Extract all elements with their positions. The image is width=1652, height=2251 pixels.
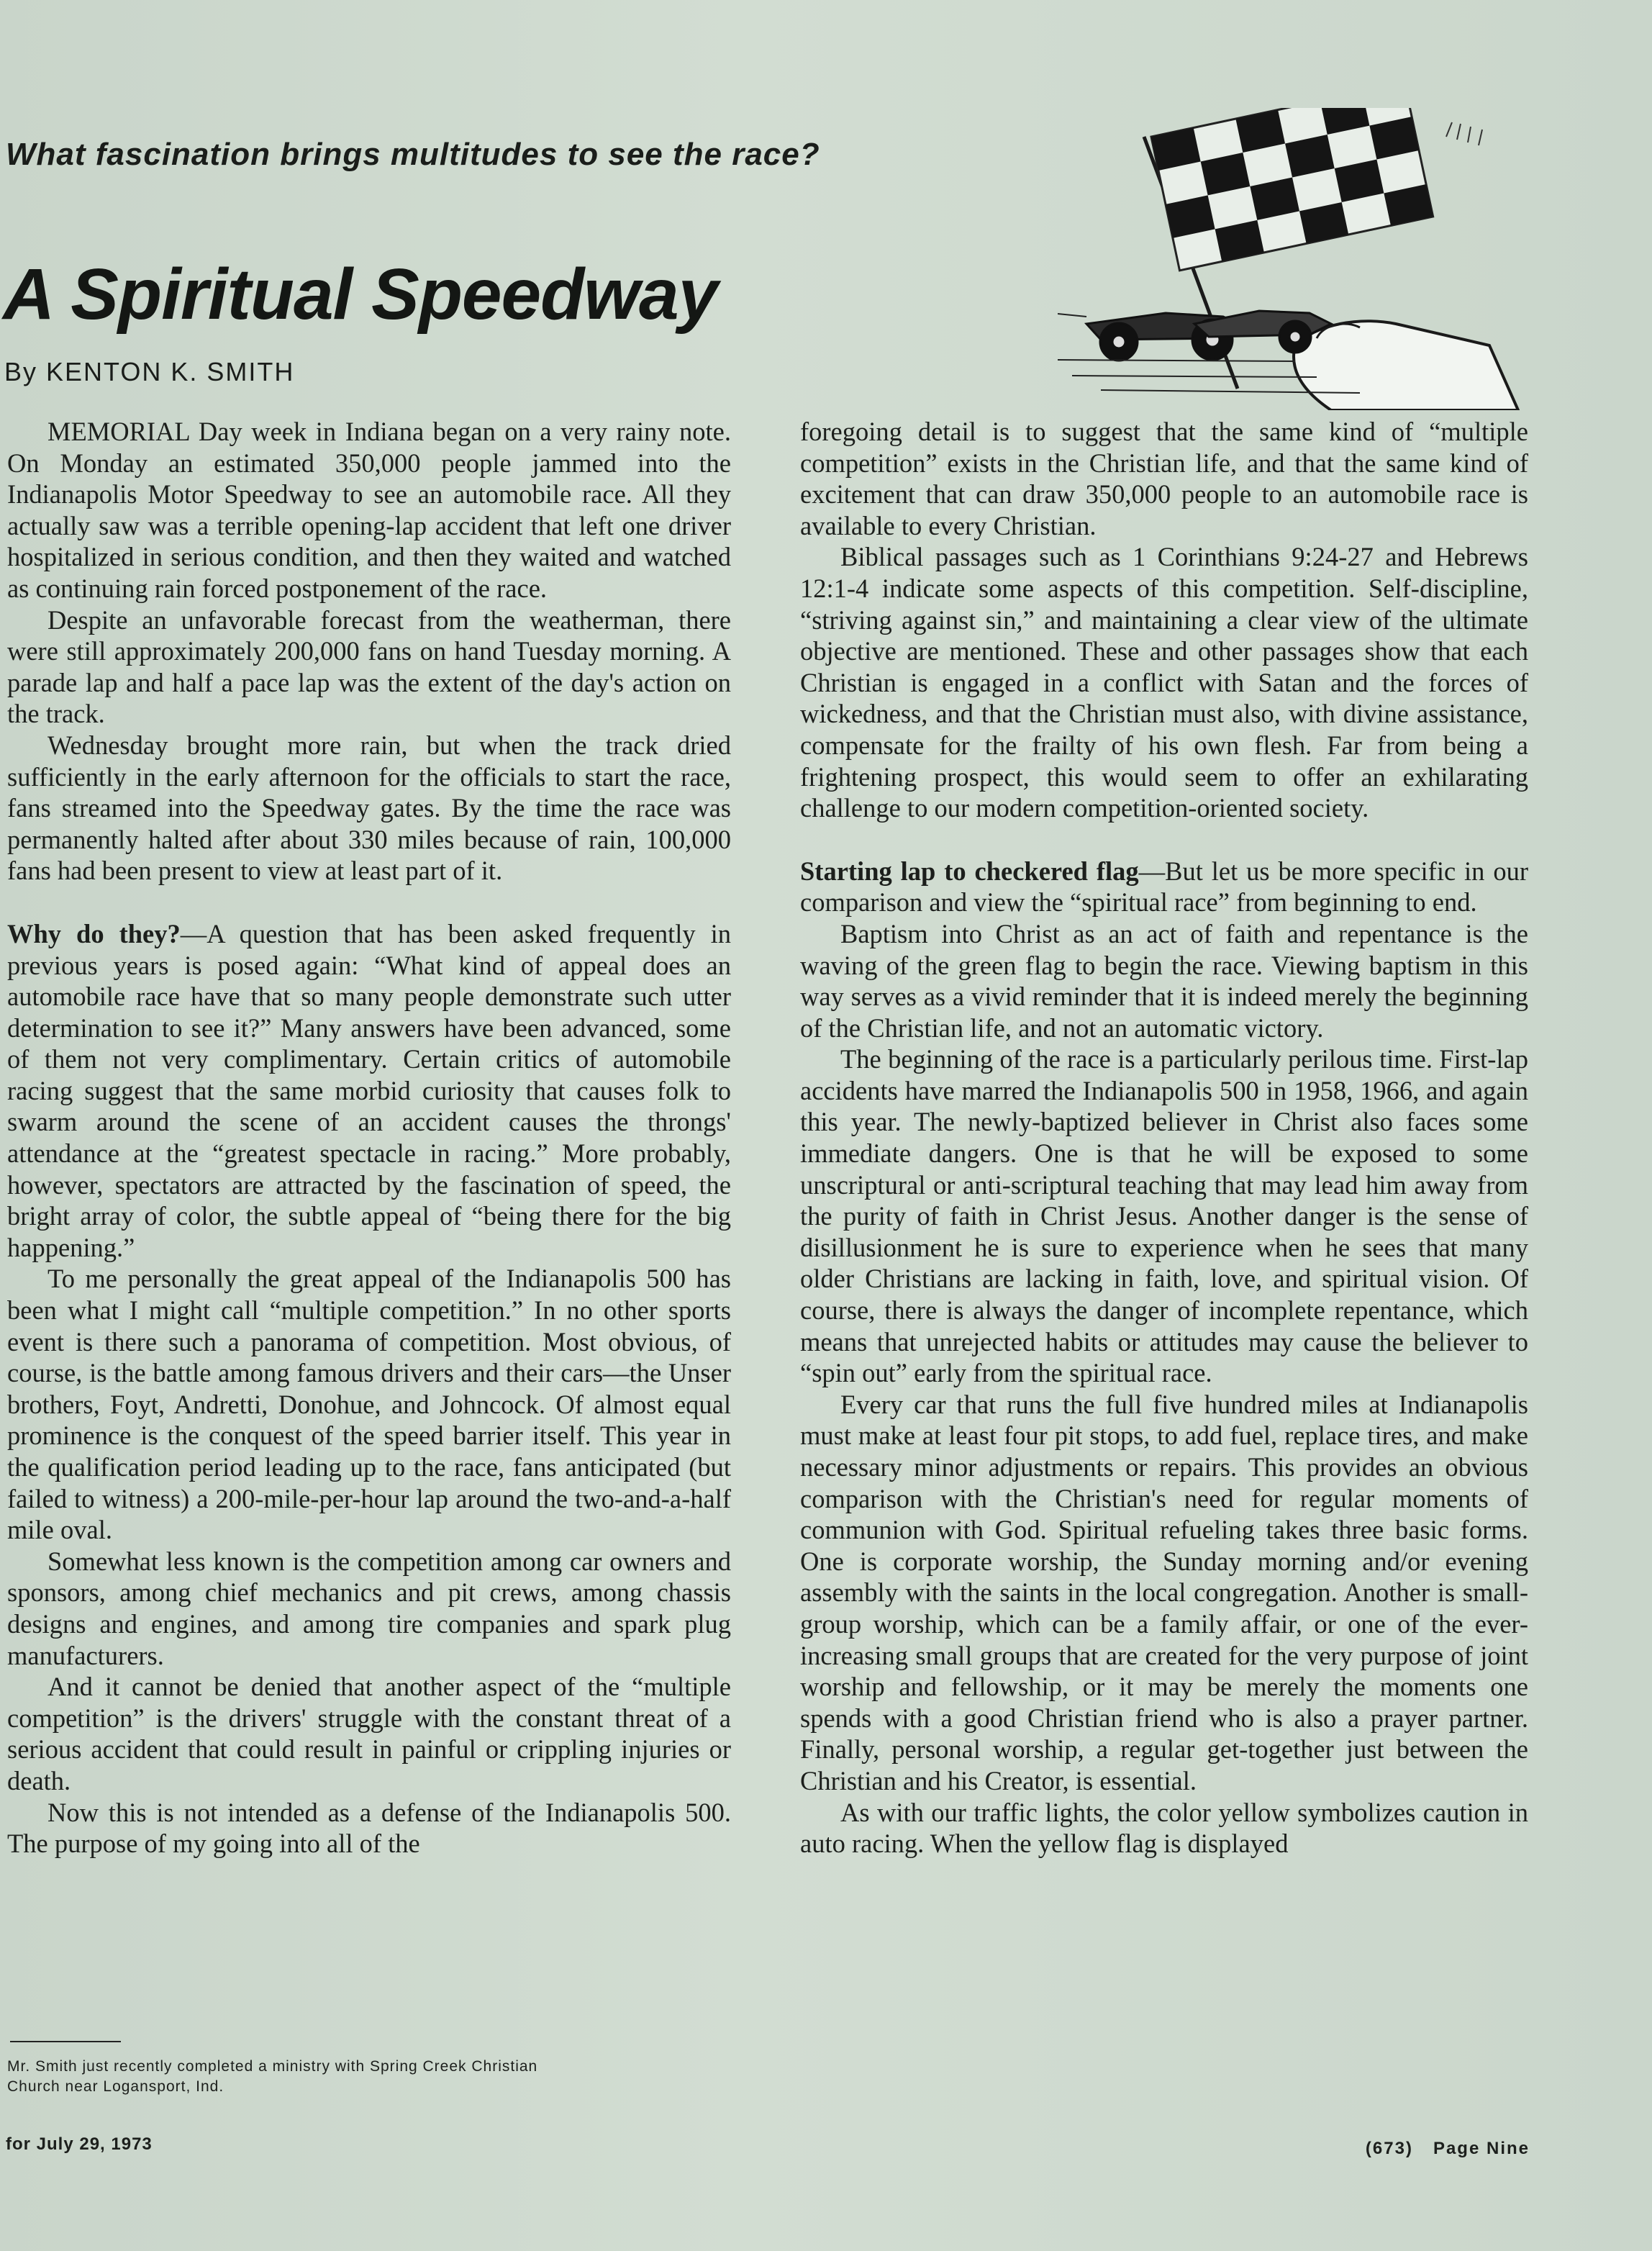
section-spacer [800, 824, 1528, 856]
paragraph: To me personally the great appeal of the Indianapolis 500 has been what I might call “multiple competition.” In no other sports event is there such a panorama of competition. Most obvious, of course, is the battle among famous drivers and their cars—the Unser brothers, Foyt, Andretti, Donohue, and Johncock. Of almost equal prominence is the conquest of the speed barrier itself. This year in the qualification period leading up to the race, fans anticipated (but failed to witness) a 200-mile-per-hour lap around the two-and-a-half mile oval. [7, 1264, 731, 1545]
paragraph: Wednesday brought more rain, but when the track dried sufficiently in the early afternoon for the officials to start the race, fans streamed into the Speedway gates. By the time the race was permanently halted after about 330 miles because of rain, 100,000 fans had been present to view at least part of it. [7, 730, 731, 886]
paragraph: MEMORIAL Day week in Indiana began on a very rainy note. On Monday an estimated 350,000 people jammed into the Indianapolis Motor Speedway to see an automobile race. All they actually saw was a terrible opening-lap accident that left one driver hospitalized in serious condition, and then they waited and watched as continuing rain forced postponement of the race. [7, 417, 731, 603]
paragraph: The beginning of the race is a particularly perilous time. First-lap accidents have marred the Indianapolis 500 in 1958, 1966, and again this year. The newly-baptized believer in Christ also faces some immediate dangers. One is that he will be exposed to some unscriptural or anti-scriptural teaching that may lead him away from the purity of faith in Christ Jesus. Another danger is the sense of disillusionment he is sure to experience when he sees that many older Christians are lacking in faith, love, and spiritual vision. Of course, there is always the danger of incomplete repentance, which means that unrejected habits or attitudes may cause the believer to “spin out” early from the spiritual race. [800, 1044, 1528, 1388]
section-spacer [7, 887, 731, 918]
checkered-flag-race-car-icon [1058, 108, 1533, 410]
byline: By KENTON K. SMITH [4, 357, 295, 386]
paragraph: Now this is not intended as a defense of the Indianapolis 500. The purpose of my going into all of the [7, 1797, 731, 1859]
section-paragraph [800, 856, 1528, 918]
section-text: —A question that has been asked frequently in previous years is posed again: “What kind of appeal does an automobile race have that so many people demonstrate such utter determination to see it?” Many answers have been advanced, some of them not very complimentary. Certain critics of automobile racing suggest that the same morbid curiosity that causes folk to swarm around the scene of an accident causes the throngs' attendance at the “greatest spectacle in racing.” More probably, however, spectators are attracted by the fascination of speed, the bright array of color, the subtle appeal of “being there for the big happening.” [7, 918, 731, 1262]
paragraph: Biblical passages such as 1 Corinthians 9:24-27 and Hebrews 12:1-4 indicate some aspects of this competition. Self-discipline, “striving against sin,” and maintaining a clear view of the ultimate objective are mentioned. These and other passages show that each Christian is engaged in a conflict with Satan and the forces of wickedness, and that the Christian must also, with divine assistance, compensate for the frailty of his own flesh. Far from being a frightening prospect, this would seem to offer an exhilarating challenge to our modern competition-oriented society. [800, 542, 1528, 823]
footnote-line: Mr. Smith just recently completed a ministry with Spring Creek Christian [7, 2058, 538, 2075]
left-column [7, 416, 731, 1860]
section-heading: Why do they? [7, 918, 181, 948]
paragraph: Despite an unfavorable forecast from the weatherman, there were still approximately 200,000 fans on hand Tuesday morning. A parade lap and half a pace lap was the extent of the day's action on the track. [7, 604, 731, 729]
right-column [800, 416, 1528, 1860]
page-label: Page Nine [1433, 2139, 1530, 2158]
paragraph: As with our traffic lights, the color yellow symbolizes caution in auto racing. When the yellow flag is displayed [800, 1797, 1528, 1859]
page-number-code: (673) [1365, 2139, 1413, 2158]
section-text: —But let us be more specific in our comparison and view the “spiritual race” from beginning to end. [800, 856, 1528, 918]
section-heading: Starting lap to checkered flag [800, 856, 1139, 886]
kicker-headline: What fascination brings multitudes to see the race? [6, 137, 820, 172]
article-title: A Spiritual Speedway [3, 254, 718, 335]
paragraph: Somewhat less known is the competition among car owners and sponsors, among chief mechanics and pit crews, among chassis designs and engines, and among tire companies and spark plug manufacturers. [7, 1546, 731, 1670]
issue-date: for July 29, 1973 [6, 2134, 153, 2154]
page-folio [1345, 2139, 1530, 2159]
footnote-line: Church near Logansport, Ind. [7, 2078, 224, 2095]
paragraph: And it cannot be denied that another aspect of the “multiple competition” is the drivers' struggle with the constant threat of a serious accident that could result in painful or crippling injuries or death. [7, 1672, 731, 1795]
paragraph: Baptism into Christ as an act of faith and repentance is the waving of the green flag to begin the race. Viewing baptism in this way serves as a vivid reminder that it is indeed merely the beginning of the Christian life, and not an automatic victory. [800, 918, 1528, 1043]
author-footnote [7, 2057, 731, 2097]
paragraph: foregoing detail is to suggest that the same kind of “multiple competition” exists in the Christian life, and that the same kind of excitement that can draw 350,000 people to an automobile race is available to every Christian. [800, 417, 1528, 540]
footnote-rule [10, 2041, 121, 2042]
section-paragraph [7, 918, 731, 1264]
paragraph: Every car that runs the full five hundred miles at Indianapolis must make at least four pit stops, to add fuel, replace tires, and make necessary minor adjustments or repairs. This provides an obvious comparison with the Christian's need for regular moments of communion with God. Spiritual refueling takes three basic forms. One is corporate worship, the Sunday morning and/or evening assembly with the saints in the local congregation. Another is small-group worship, which can be a family affair, or one of the ever-increasing small groups that are created for the very purpose of joint worship and fellowship, or it may be merely the moments one spends with a good Christian friend who is also a prayer partner. Finally, personal worship, a regular get-together just between the Christian and his Creator, is essential. [800, 1389, 1528, 1795]
